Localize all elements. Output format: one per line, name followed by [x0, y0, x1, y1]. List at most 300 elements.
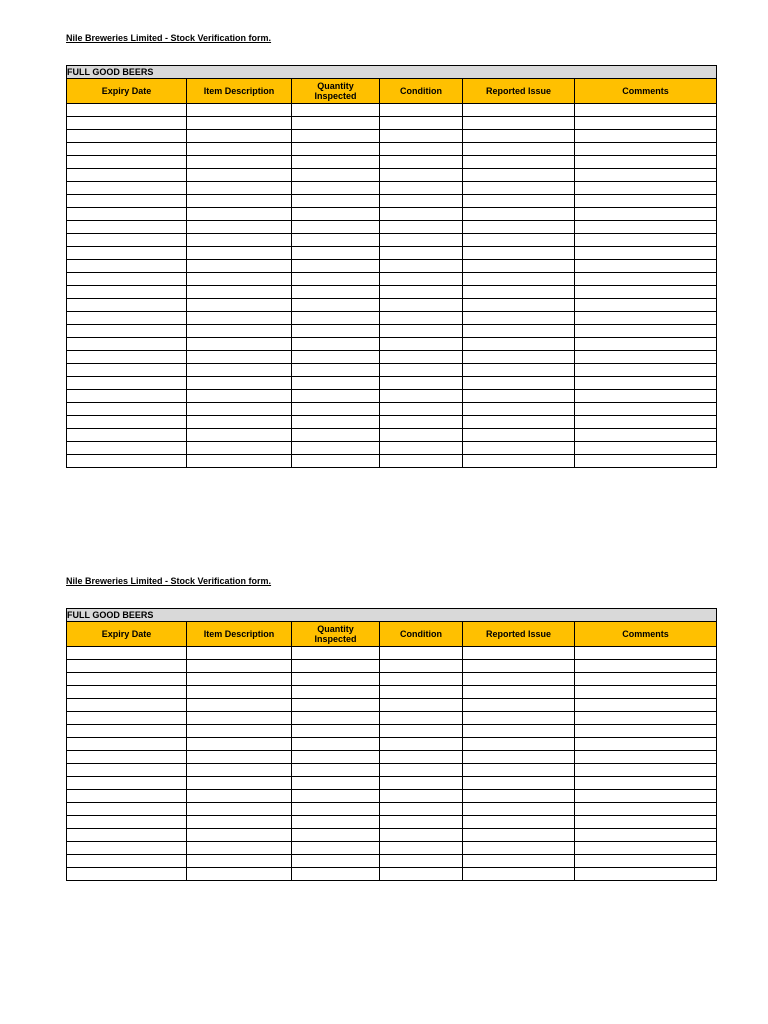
- table-cell[interactable]: [575, 338, 717, 351]
- table-cell[interactable]: [463, 816, 575, 829]
- table-cell[interactable]: [380, 686, 463, 699]
- table-cell[interactable]: [187, 842, 292, 855]
- table-cell[interactable]: [292, 738, 380, 751]
- table-cell[interactable]: [67, 673, 187, 686]
- table-cell[interactable]: [67, 377, 187, 390]
- table-cell[interactable]: [380, 208, 463, 221]
- table-cell[interactable]: [380, 764, 463, 777]
- table-cell[interactable]: [380, 247, 463, 260]
- table-cell[interactable]: [463, 338, 575, 351]
- table-cell[interactable]: [575, 325, 717, 338]
- table-cell[interactable]: [380, 130, 463, 143]
- table-cell[interactable]: [67, 738, 187, 751]
- table-cell[interactable]: [67, 351, 187, 364]
- table-cell[interactable]: [187, 117, 292, 130]
- table-cell[interactable]: [463, 130, 575, 143]
- table-cell[interactable]: [67, 247, 187, 260]
- table-cell[interactable]: [292, 816, 380, 829]
- table-cell[interactable]: [575, 143, 717, 156]
- table-cell[interactable]: [187, 182, 292, 195]
- table-cell[interactable]: [67, 429, 187, 442]
- table-cell[interactable]: [575, 182, 717, 195]
- table-cell[interactable]: [187, 816, 292, 829]
- table-cell[interactable]: [187, 751, 292, 764]
- table-cell[interactable]: [380, 143, 463, 156]
- table-cell[interactable]: [187, 803, 292, 816]
- table-cell[interactable]: [463, 377, 575, 390]
- table-cell[interactable]: [575, 725, 717, 738]
- table-row: [67, 195, 717, 208]
- table-cell[interactable]: [575, 699, 717, 712]
- table-cell[interactable]: [67, 156, 187, 169]
- table-cell[interactable]: [187, 312, 292, 325]
- table-cell[interactable]: [575, 842, 717, 855]
- table-cell[interactable]: [463, 390, 575, 403]
- table-row: [67, 842, 717, 855]
- table-cell[interactable]: [463, 273, 575, 286]
- table-row: [67, 325, 717, 338]
- table-row: [67, 442, 717, 455]
- table-cell[interactable]: [463, 455, 575, 468]
- table-cell[interactable]: [292, 156, 380, 169]
- table-cell[interactable]: [575, 855, 717, 868]
- table-cell[interactable]: [575, 751, 717, 764]
- table-cell[interactable]: [67, 221, 187, 234]
- table-cell[interactable]: [292, 725, 380, 738]
- table-cell[interactable]: [67, 286, 187, 299]
- table-cell[interactable]: [292, 182, 380, 195]
- table-cell[interactable]: [292, 351, 380, 364]
- table-cell[interactable]: [292, 868, 380, 881]
- table-cell[interactable]: [575, 208, 717, 221]
- table-cell[interactable]: [463, 221, 575, 234]
- column-header-item-description: Item Description: [187, 79, 292, 104]
- table-cell[interactable]: [463, 673, 575, 686]
- table-cell[interactable]: [463, 712, 575, 725]
- table-cell[interactable]: [187, 130, 292, 143]
- table-cell[interactable]: [463, 325, 575, 338]
- table-cell[interactable]: [380, 855, 463, 868]
- table-cell[interactable]: [463, 416, 575, 429]
- table-cell[interactable]: [380, 712, 463, 725]
- table-cell[interactable]: [463, 699, 575, 712]
- table-cell[interactable]: [187, 325, 292, 338]
- table-cell[interactable]: [463, 855, 575, 868]
- table-cell[interactable]: [380, 699, 463, 712]
- table-cell[interactable]: [463, 208, 575, 221]
- table-cell[interactable]: [67, 790, 187, 803]
- table-cell[interactable]: [67, 686, 187, 699]
- table-cell[interactable]: [292, 660, 380, 673]
- table-cell[interactable]: [67, 234, 187, 247]
- table-cell[interactable]: [463, 803, 575, 816]
- table-cell[interactable]: [380, 273, 463, 286]
- table-cell[interactable]: [575, 117, 717, 130]
- table-cell[interactable]: [187, 221, 292, 234]
- table-cell[interactable]: [380, 868, 463, 881]
- table-cell[interactable]: [575, 647, 717, 660]
- form-title: Nile Breweries Limited - Stock Verification form.: [66, 576, 272, 586]
- table-cell[interactable]: [67, 712, 187, 725]
- table-cell[interactable]: [187, 712, 292, 725]
- table-cell[interactable]: [380, 829, 463, 842]
- table-cell[interactable]: [380, 738, 463, 751]
- table-cell[interactable]: [292, 312, 380, 325]
- table-cell[interactable]: [575, 416, 717, 429]
- table-cell[interactable]: [463, 738, 575, 751]
- table-cell[interactable]: [187, 777, 292, 790]
- table-cell[interactable]: [187, 764, 292, 777]
- table-cell[interactable]: [463, 117, 575, 130]
- table-cell[interactable]: [187, 855, 292, 868]
- table-cell[interactable]: [575, 829, 717, 842]
- table-cell[interactable]: [575, 195, 717, 208]
- table-cell[interactable]: [67, 725, 187, 738]
- table-cell[interactable]: [187, 234, 292, 247]
- table-cell[interactable]: [575, 377, 717, 390]
- table-cell[interactable]: [463, 195, 575, 208]
- table-cell[interactable]: [67, 143, 187, 156]
- table-cell[interactable]: [67, 660, 187, 673]
- table-cell[interactable]: [67, 169, 187, 182]
- table-cell[interactable]: [380, 299, 463, 312]
- table-row: [67, 429, 717, 442]
- table-cell[interactable]: [463, 790, 575, 803]
- table-cell[interactable]: [575, 790, 717, 803]
- table-cell[interactable]: [463, 686, 575, 699]
- table-cell[interactable]: [187, 260, 292, 273]
- table-cell[interactable]: [187, 416, 292, 429]
- table-row: [67, 660, 717, 673]
- table-cell[interactable]: [292, 390, 380, 403]
- table-cell[interactable]: [575, 660, 717, 673]
- table-cell[interactable]: [67, 312, 187, 325]
- table-cell[interactable]: [67, 325, 187, 338]
- table-cell[interactable]: [463, 260, 575, 273]
- table-cell[interactable]: [380, 260, 463, 273]
- table-cell[interactable]: [575, 868, 717, 881]
- table-cell[interactable]: [292, 338, 380, 351]
- table-cell[interactable]: [67, 273, 187, 286]
- table-cell[interactable]: [187, 247, 292, 260]
- table-cell[interactable]: [575, 130, 717, 143]
- table-cell[interactable]: [575, 738, 717, 751]
- table-cell[interactable]: [187, 299, 292, 312]
- table-cell[interactable]: [67, 764, 187, 777]
- table-cell[interactable]: [463, 143, 575, 156]
- table-cell[interactable]: [67, 816, 187, 829]
- table-cell[interactable]: [575, 686, 717, 699]
- table-cell[interactable]: [380, 673, 463, 686]
- table-cell[interactable]: [575, 169, 717, 182]
- table-cell[interactable]: [292, 247, 380, 260]
- table-cell[interactable]: [292, 260, 380, 273]
- table-cell[interactable]: [67, 208, 187, 221]
- table-cell[interactable]: [292, 325, 380, 338]
- table-cell[interactable]: [463, 156, 575, 169]
- table-cell[interactable]: [187, 364, 292, 377]
- table-cell[interactable]: [380, 403, 463, 416]
- table-cell[interactable]: [380, 338, 463, 351]
- table-cell[interactable]: [380, 842, 463, 855]
- table-cell[interactable]: [380, 351, 463, 364]
- table-row: [67, 416, 717, 429]
- table-cell[interactable]: [292, 143, 380, 156]
- table-cell[interactable]: [380, 195, 463, 208]
- table-cell[interactable]: [575, 364, 717, 377]
- table-cell[interactable]: [187, 104, 292, 117]
- table-cell[interactable]: [292, 764, 380, 777]
- table-cell[interactable]: [292, 855, 380, 868]
- table-cell[interactable]: [463, 247, 575, 260]
- table-cell[interactable]: [575, 299, 717, 312]
- table-cell[interactable]: [292, 699, 380, 712]
- table-cell[interactable]: [187, 455, 292, 468]
- table-cell[interactable]: [575, 351, 717, 364]
- table-cell[interactable]: [187, 725, 292, 738]
- table-cell[interactable]: [463, 364, 575, 377]
- table-cell[interactable]: [67, 390, 187, 403]
- table-cell[interactable]: [463, 442, 575, 455]
- table-cell[interactable]: [380, 182, 463, 195]
- table-cell[interactable]: [187, 868, 292, 881]
- table-cell[interactable]: [292, 777, 380, 790]
- table-cell[interactable]: [67, 455, 187, 468]
- table-cell[interactable]: [67, 777, 187, 790]
- table-cell[interactable]: [292, 104, 380, 117]
- column-header-condition: Condition: [380, 79, 463, 104]
- table-cell[interactable]: [380, 117, 463, 130]
- table-cell[interactable]: [292, 803, 380, 816]
- table-cell[interactable]: [67, 647, 187, 660]
- table-cell[interactable]: [380, 816, 463, 829]
- table-cell[interactable]: [292, 842, 380, 855]
- table-cell[interactable]: [292, 364, 380, 377]
- table-cell[interactable]: [380, 325, 463, 338]
- table-cell[interactable]: [67, 364, 187, 377]
- table-row: [67, 312, 717, 325]
- table-cell[interactable]: [380, 377, 463, 390]
- table-cell[interactable]: [187, 351, 292, 364]
- table-cell[interactable]: [67, 104, 187, 117]
- table-cell[interactable]: [463, 725, 575, 738]
- table-cell[interactable]: [463, 403, 575, 416]
- table-cell[interactable]: [187, 790, 292, 803]
- table-cell[interactable]: [67, 299, 187, 312]
- table-cell[interactable]: [463, 868, 575, 881]
- table-cell[interactable]: [187, 442, 292, 455]
- table-cell[interactable]: [463, 182, 575, 195]
- table-row: [67, 829, 717, 842]
- table-cell[interactable]: [575, 673, 717, 686]
- table-cell[interactable]: [463, 660, 575, 673]
- table-cell[interactable]: [575, 803, 717, 816]
- table-cell[interactable]: [292, 273, 380, 286]
- table-cell[interactable]: [187, 390, 292, 403]
- table-cell[interactable]: [380, 234, 463, 247]
- table-cell[interactable]: [463, 842, 575, 855]
- table-cell[interactable]: [380, 169, 463, 182]
- table-cell[interactable]: [67, 803, 187, 816]
- table-cell[interactable]: [463, 777, 575, 790]
- table-cell[interactable]: [380, 286, 463, 299]
- table-cell[interactable]: [575, 104, 717, 117]
- table-cell[interactable]: [292, 673, 380, 686]
- table-cell[interactable]: [187, 169, 292, 182]
- table-cell[interactable]: [292, 208, 380, 221]
- table-cell[interactable]: [463, 312, 575, 325]
- table-cell[interactable]: [463, 104, 575, 117]
- table-cell[interactable]: [292, 377, 380, 390]
- table-cell[interactable]: [575, 442, 717, 455]
- table-cell[interactable]: [67, 260, 187, 273]
- table-cell[interactable]: [292, 790, 380, 803]
- table-cell[interactable]: [187, 195, 292, 208]
- table-cell[interactable]: [187, 273, 292, 286]
- table-cell[interactable]: [380, 777, 463, 790]
- table-cell[interactable]: [463, 829, 575, 842]
- table-cell[interactable]: [575, 312, 717, 325]
- table-cell[interactable]: [292, 416, 380, 429]
- table-cell[interactable]: [292, 195, 380, 208]
- table-cell[interactable]: [575, 221, 717, 234]
- table-cell[interactable]: [67, 403, 187, 416]
- table-row: [67, 712, 717, 725]
- table-row: [67, 234, 717, 247]
- table-cell[interactable]: [187, 647, 292, 660]
- table-cell[interactable]: [67, 442, 187, 455]
- table-cell[interactable]: [575, 260, 717, 273]
- table-cell[interactable]: [292, 442, 380, 455]
- table-cell[interactable]: [380, 104, 463, 117]
- table-row: [67, 725, 717, 738]
- table-cell[interactable]: [187, 208, 292, 221]
- table-cell[interactable]: [292, 751, 380, 764]
- table-cell[interactable]: [575, 247, 717, 260]
- table-row: [67, 182, 717, 195]
- column-header-reported-issue: Reported Issue: [463, 79, 575, 104]
- table-cell[interactable]: [380, 790, 463, 803]
- table-cell[interactable]: [463, 299, 575, 312]
- table-cell[interactable]: [380, 725, 463, 738]
- table-cell[interactable]: [575, 816, 717, 829]
- table-cell[interactable]: [292, 829, 380, 842]
- section-label: FULL GOOD BEERS: [67, 609, 717, 622]
- table-cell[interactable]: [380, 803, 463, 816]
- table-cell[interactable]: [463, 351, 575, 364]
- table-cell[interactable]: [575, 234, 717, 247]
- table-cell[interactable]: [67, 855, 187, 868]
- table-cell[interactable]: [380, 221, 463, 234]
- table-cell[interactable]: [67, 182, 187, 195]
- table-cell[interactable]: [67, 195, 187, 208]
- table-cell[interactable]: [380, 312, 463, 325]
- table-cell[interactable]: [292, 130, 380, 143]
- table-cell[interactable]: [463, 429, 575, 442]
- table-cell[interactable]: [187, 660, 292, 673]
- table-cell[interactable]: [463, 286, 575, 299]
- table-cell[interactable]: [575, 712, 717, 725]
- table-cell[interactable]: [292, 686, 380, 699]
- table-cell[interactable]: [292, 455, 380, 468]
- table-cell[interactable]: [380, 156, 463, 169]
- table-cell[interactable]: [67, 868, 187, 881]
- table-cell[interactable]: [187, 338, 292, 351]
- table-cell[interactable]: [575, 764, 717, 777]
- table-cell[interactable]: [187, 403, 292, 416]
- table-cell[interactable]: [380, 364, 463, 377]
- table-cell[interactable]: [187, 673, 292, 686]
- table-cell[interactable]: [292, 299, 380, 312]
- table-cell[interactable]: [187, 429, 292, 442]
- table-cell[interactable]: [67, 751, 187, 764]
- table-cell[interactable]: [463, 647, 575, 660]
- table-cell[interactable]: [292, 429, 380, 442]
- table-cell[interactable]: [67, 842, 187, 855]
- table-cell[interactable]: [292, 221, 380, 234]
- table-cell[interactable]: [463, 169, 575, 182]
- table-cell[interactable]: [380, 751, 463, 764]
- table-cell[interactable]: [463, 764, 575, 777]
- table-row: [67, 286, 717, 299]
- table-cell[interactable]: [292, 117, 380, 130]
- table-cell[interactable]: [292, 286, 380, 299]
- table-cell[interactable]: [575, 455, 717, 468]
- table-cell[interactable]: [292, 234, 380, 247]
- table-cell[interactable]: [575, 390, 717, 403]
- table-cell[interactable]: [575, 429, 717, 442]
- table-cell[interactable]: [292, 647, 380, 660]
- table-cell[interactable]: [187, 738, 292, 751]
- table-cell[interactable]: [380, 390, 463, 403]
- table-cell[interactable]: [67, 117, 187, 130]
- table-cell[interactable]: [380, 442, 463, 455]
- table-cell[interactable]: [67, 130, 187, 143]
- table-cell[interactable]: [187, 686, 292, 699]
- table-cell[interactable]: [380, 647, 463, 660]
- table-cell[interactable]: [380, 429, 463, 442]
- column-header-expiry-date: Expiry Date: [67, 622, 187, 647]
- table-cell[interactable]: [575, 286, 717, 299]
- stock-table: [66, 65, 717, 468]
- table-cell[interactable]: [380, 660, 463, 673]
- table-row: [67, 738, 717, 751]
- table-cell[interactable]: [575, 156, 717, 169]
- table-cell[interactable]: [67, 338, 187, 351]
- table-cell[interactable]: [187, 377, 292, 390]
- table-cell[interactable]: [187, 143, 292, 156]
- table-cell[interactable]: [575, 777, 717, 790]
- column-header-reported-issue: Reported Issue: [463, 622, 575, 647]
- table-cell[interactable]: [187, 286, 292, 299]
- table-cell[interactable]: [67, 699, 187, 712]
- table-cell[interactable]: [67, 416, 187, 429]
- table-cell[interactable]: [575, 403, 717, 416]
- table-cell[interactable]: [380, 455, 463, 468]
- stock-table: [66, 608, 717, 881]
- table-cell[interactable]: [463, 751, 575, 764]
- table-cell[interactable]: [67, 829, 187, 842]
- table-cell[interactable]: [463, 234, 575, 247]
- table-cell[interactable]: [380, 416, 463, 429]
- table-cell[interactable]: [292, 169, 380, 182]
- table-cell[interactable]: [187, 156, 292, 169]
- table-cell[interactable]: [292, 712, 380, 725]
- table-cell[interactable]: [187, 699, 292, 712]
- table-cell[interactable]: [292, 403, 380, 416]
- table-cell[interactable]: [187, 829, 292, 842]
- table-cell[interactable]: [575, 273, 717, 286]
